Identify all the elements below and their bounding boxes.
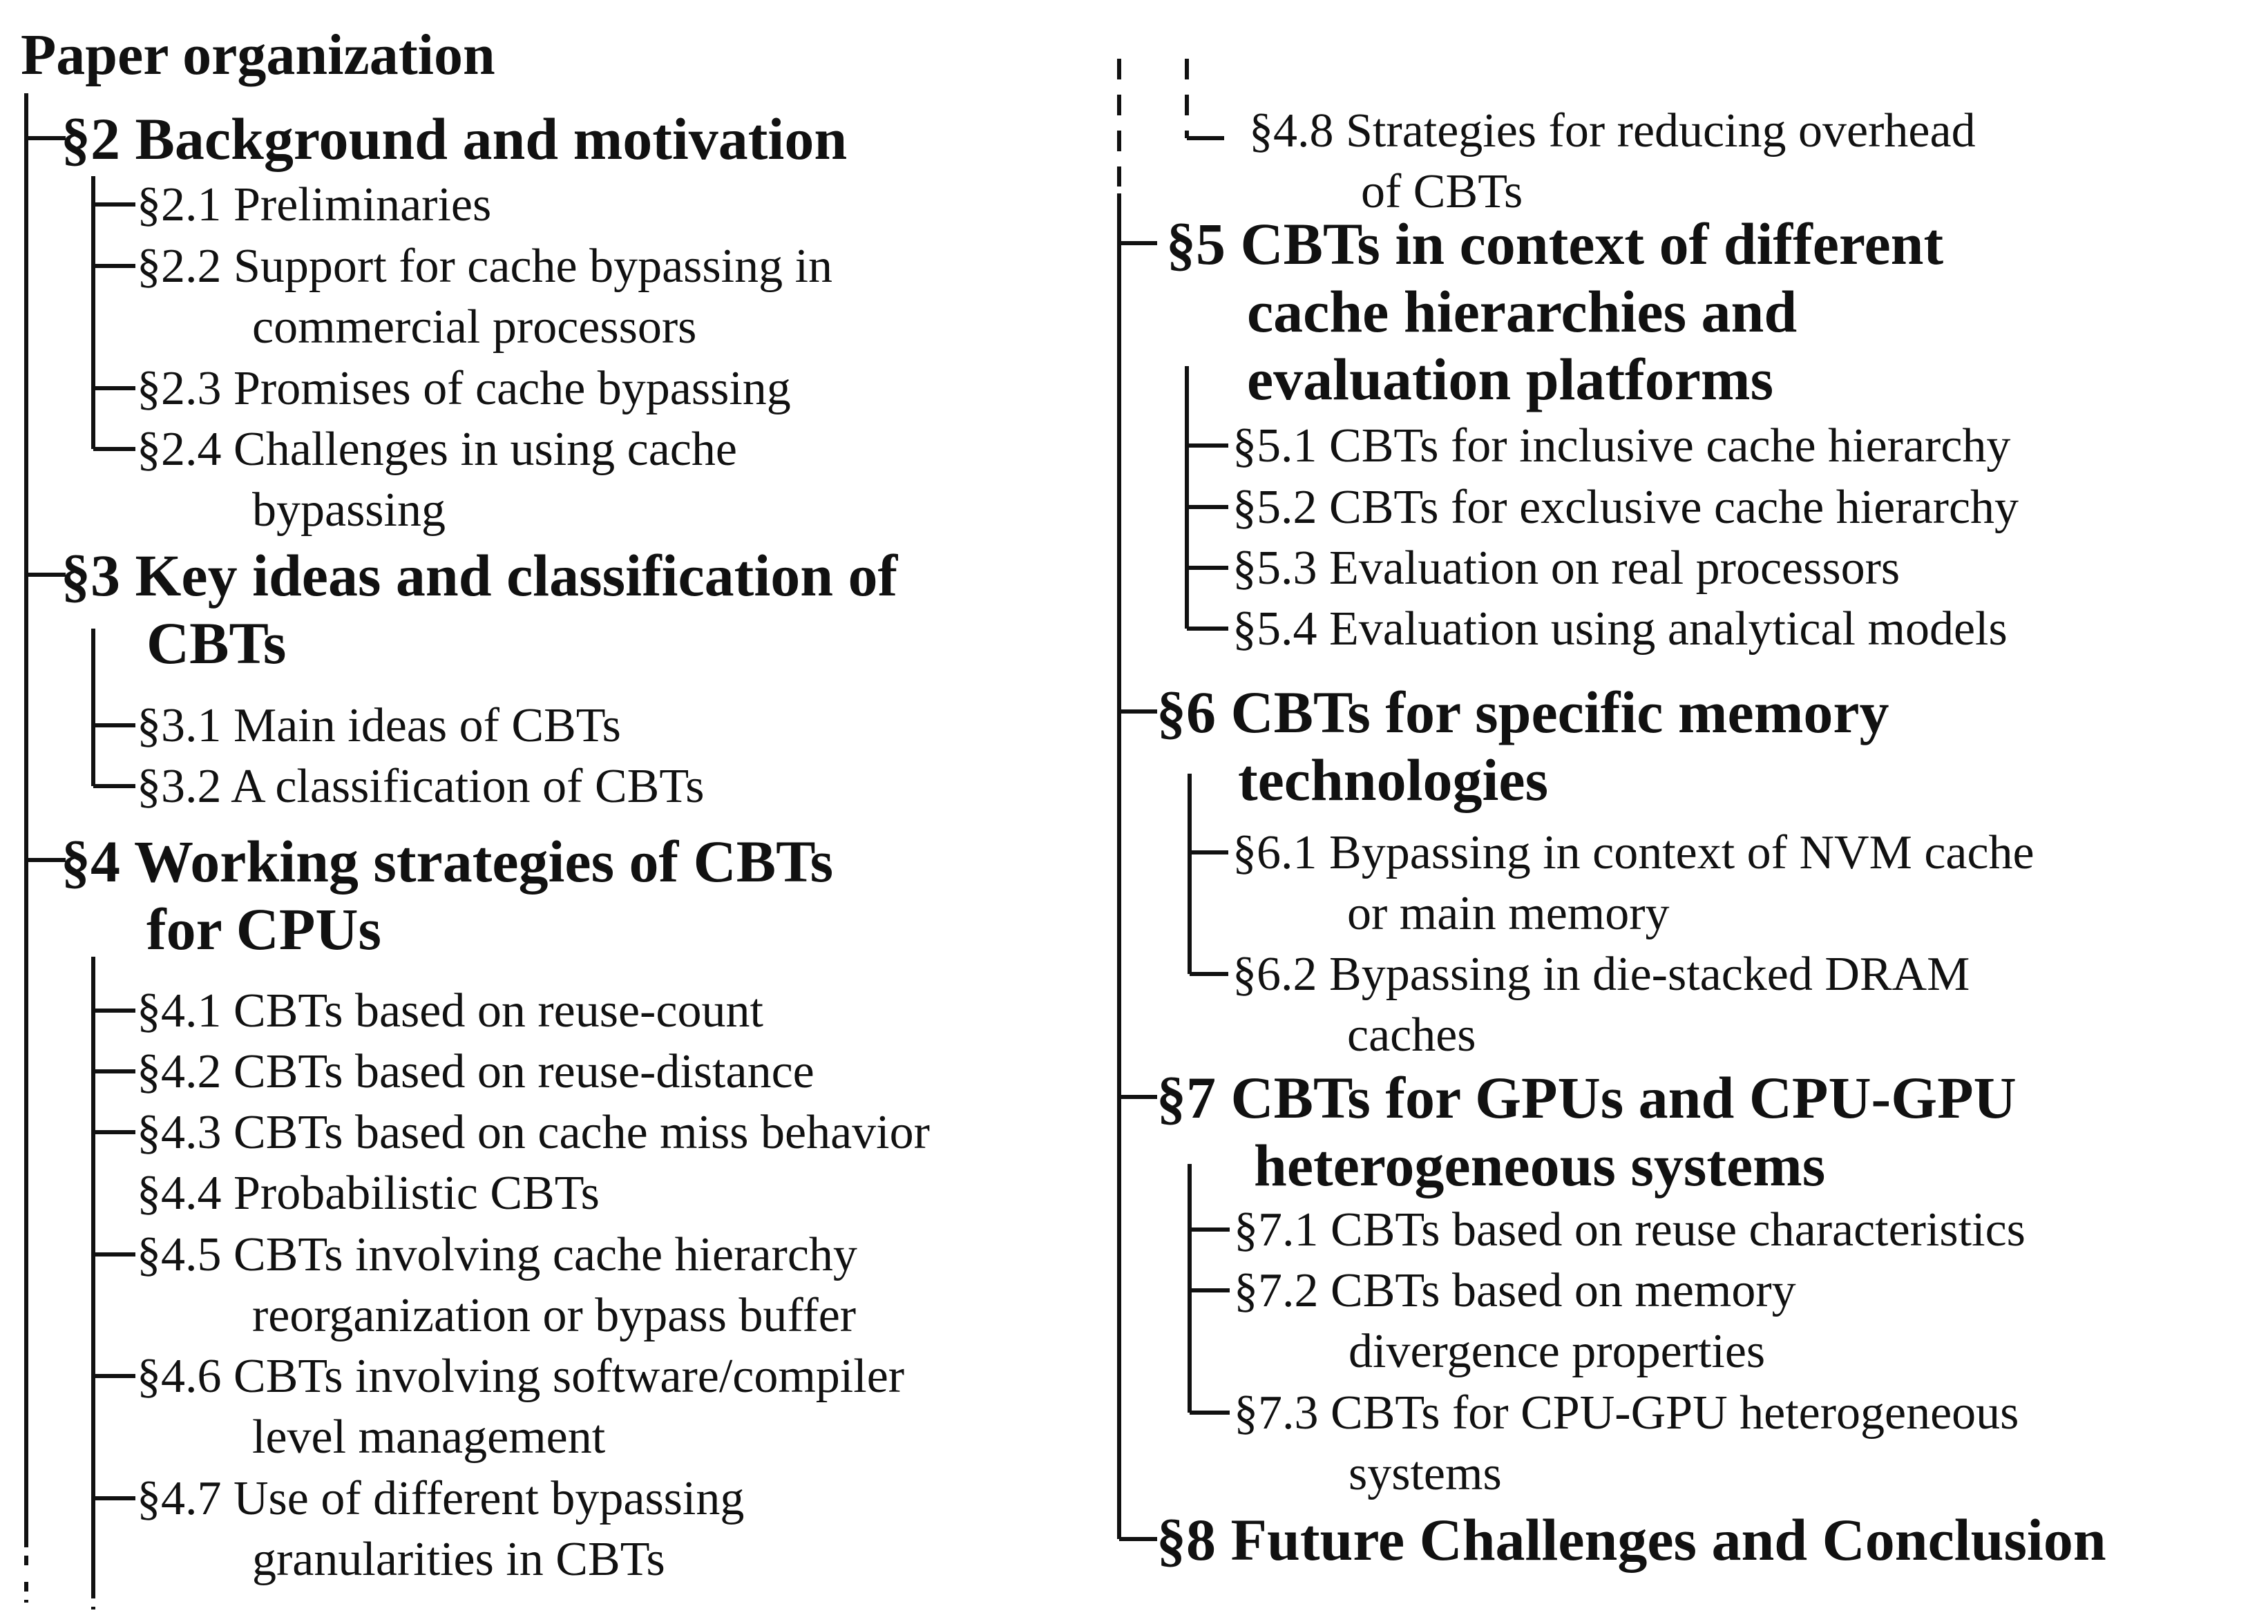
section-8-heading: §8 Future Challenges and Conclusion <box>1156 1507 2106 1573</box>
section-5-1-item: §5.1 CBTs for inclusive cache hierarchy <box>1232 419 2011 472</box>
section-5-heading-cont-1: cache hierarchies and <box>1247 278 1798 345</box>
section-7-3-item-cont: systems <box>1349 1447 1502 1500</box>
section-4-heading-cont: for CPUs <box>146 896 381 962</box>
section-7-2-item-cont: divergence properties <box>1349 1325 1766 1378</box>
section-2-3-item: §2.3 Promises of cache bypassing <box>137 362 791 415</box>
section-5-heading-cont-2: evaluation platforms <box>1247 346 1774 412</box>
section-4-7-item: §4.7 Use of different bypassing <box>137 1472 745 1525</box>
section-5-4-item: §5.4 Evaluation using analytical models <box>1232 602 2008 656</box>
section-3-heading: §3 Key ideas and classification of <box>61 542 898 609</box>
section-7-heading: §7 CBTs for GPUs and CPU-GPU <box>1156 1064 2017 1131</box>
section-5-heading: §5 CBTs in context of different <box>1166 211 1944 277</box>
section-4-heading: §4 Working strategies of CBTs <box>61 828 834 895</box>
section-3-2-item: §3.2 A classification of CBTs <box>137 760 705 813</box>
section-6-2-item: §6.2 Bypassing in die-stacked DRAM <box>1232 948 1970 1001</box>
section-5-3-item: §5.3 Evaluation on real processors <box>1232 542 1900 595</box>
section-2-2-item: §2.2 Support for cache bypassing in <box>137 240 833 293</box>
section-4-8-item-cont: of CBTs <box>1361 165 1523 218</box>
section-4-3-item: §4.3 CBTs based on cache miss behavior <box>137 1106 930 1159</box>
section-2-heading: §2 Background and motivation <box>61 106 848 172</box>
section-4-1-item: §4.1 CBTs based on reuse-count <box>137 984 763 1038</box>
section-4-5-item-cont: reorganization or bypass buffer <box>252 1289 857 1342</box>
section-4-6-item-cont: level management <box>252 1411 606 1464</box>
section-7-heading-cont: heterogeneous systems <box>1254 1132 1826 1198</box>
section-4-7-item-cont: granularities in CBTs <box>252 1533 665 1586</box>
section-6-2-item-cont: caches <box>1347 1009 1476 1062</box>
section-6-1-item: §6.1 Bypassing in context of NVM cache <box>1232 826 2034 879</box>
diagram-title: Paper organization <box>21 23 495 87</box>
section-2-1-item: §2.1 Preliminaries <box>137 178 492 231</box>
section-2-4-item: §2.4 Challenges in using cache <box>137 423 737 476</box>
section-7-1-item: §7.1 CBTs based on reuse characteristics <box>1234 1203 2026 1257</box>
section-2-2-item-cont: commercial processors <box>252 300 697 354</box>
section-7-2-item: §7.2 CBTs based on memory <box>1234 1264 1796 1317</box>
section-4-5-item: §4.5 CBTs involving cache hierarchy <box>137 1228 857 1281</box>
section-4-4-item: §4.4 Probabilistic CBTs <box>137 1167 600 1220</box>
section-4-2-item: §4.2 CBTs based on reuse-distance <box>137 1045 814 1098</box>
section-4-6-item: §4.6 CBTs involving software/compiler <box>137 1350 905 1403</box>
section-4-8-item: §4.8 Strategies for reducing overhead <box>1249 104 1976 157</box>
section-6-heading: §6 CBTs for specific memory <box>1156 679 1889 745</box>
section-3-heading-cont: CBTs <box>146 610 287 676</box>
section-3-1-item: §3.1 Main ideas of CBTs <box>137 699 621 752</box>
section-6-heading-cont: technologies <box>1238 747 1549 813</box>
section-7-3-item: §7.3 CBTs for CPU-GPU heterogeneous <box>1234 1386 2019 1440</box>
section-6-1-item-cont: or main memory <box>1347 887 1670 940</box>
section-5-2-item: §5.2 CBTs for exclusive cache hierarchy <box>1232 481 2019 534</box>
section-2-4-item-cont: bypassing <box>252 484 446 537</box>
